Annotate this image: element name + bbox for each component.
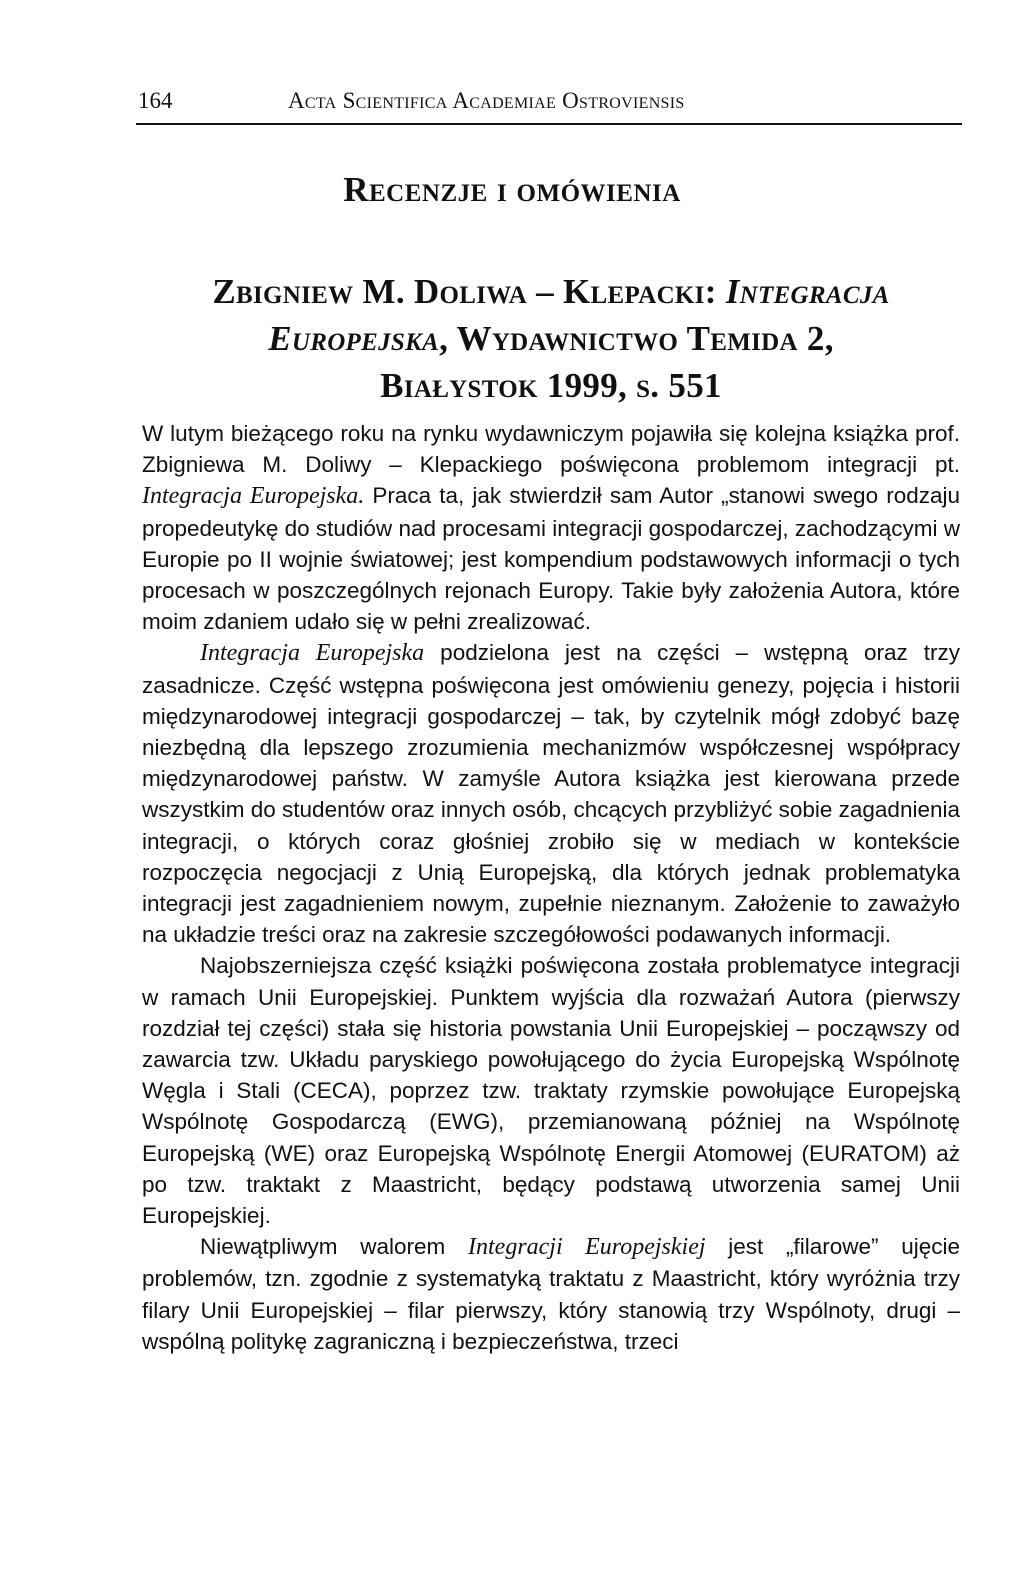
review-heading-line-1: Zbigniew M. Doliwa – Klepacki: Integracja (212, 272, 890, 311)
paragraph-3: Najobszerniejsza część książki poświęcona została problematyce integracji w ramach Unii Europejskiej. Punktem wyjścia dla rozważań Autora (pierwszy rozdział tej części) stała się historia powstania Unii Europejskiej – począwszy od zawarcia tzw. Układu paryskiego powołującego do życia Europejską Wspólnotę Węgla i Stali (CECA), poprzez tzw. traktaty rzymskie powołujące Europejską Wspólnotę Gospodarczą (EWG), przemianowaną później na Wspólnotę Europejską (WE) oraz Europejską Wspólnotę Energii Atomowej (EURATOM) aż po tzw. traktakt z Maastricht, będący podstawą utworzenia samej Unii Europejskiej. (142, 953, 960, 1229)
journal-title: Acta Scientifica Academiae Ostroviensis (288, 88, 685, 113)
review-heading (140, 268, 962, 409)
review-heading-line-2: Europejska, Wydawnictwo Temida 2, (268, 319, 834, 358)
header-rule (136, 123, 962, 125)
page-number: 164 (138, 88, 173, 113)
review-heading-line-3: Białystok 1999, s. 551 (380, 366, 722, 405)
paragraph-4: Niewątpliwym walorem Integracji Europejskiej jest „filarowe” ujęcie problemów, tzn. zgodnie z systematyką traktatu z Maastricht, który wyróżnia trzy filary Unii Europejskiej – filar pierwszy, który stanowią trzy Wspólnoty, drugi – wspólną politykę zagraniczną i bezpieczeństwa, trzeci (142, 1234, 961, 1354)
review-body (142, 418, 960, 1357)
section-title: Recenzje i omówienia (343, 170, 681, 209)
running-header (138, 88, 962, 126)
paragraph-2: Integracja Europejska podzielona jest na części – wstępną oraz trzy zasadnicze. Część wstępna poświęcona jest omówieniu genezy, pojęcia i historii międzynarodowej integracji gospodarczej – tak, by czytelnik mógł zdobyć bazę niezbędną dla lepszego zrozumienia mechanizmów współczesnej współpracy międzynarodowej państw. W zamyśle Autora książka jest kierowana przede wszystkim do studentów oraz innych osób, chcących przybliżyć sobie zagadnienia integracji, o których coraz głośniej zrobiło się w mediach w kontekście rozpoczęcia negocjacji z Unią Europejską, dla których jednak problematyka integracji jest zagadnieniem nowym, zupełnie nieznanym. Założenie to zaważyło na układzie treści oraz na zakresie szczegółowości podawanych informacji. (142, 640, 961, 948)
paragraph-1: W lutym bieżącego roku na rynku wydawniczym pojawiła się kolejna książka prof. Zbigniewa M. Doliwy – Klepackiego poświęcona problemom integracji pt. Integracja Europejska. Praca ta, jak stwierdził sam Autor „stanowi swego rodzaju propedeutykę do studiów nad procesami integracji gospodarczej, zachodzącymi w Europie po II wojnie światowej; jest kompendium podstawowych informacji o tych procesach w poszczególnych rejonach Europy. Takie były założenia Autora, które moim zdaniem udało się w pełni zrealizować. (142, 421, 960, 635)
